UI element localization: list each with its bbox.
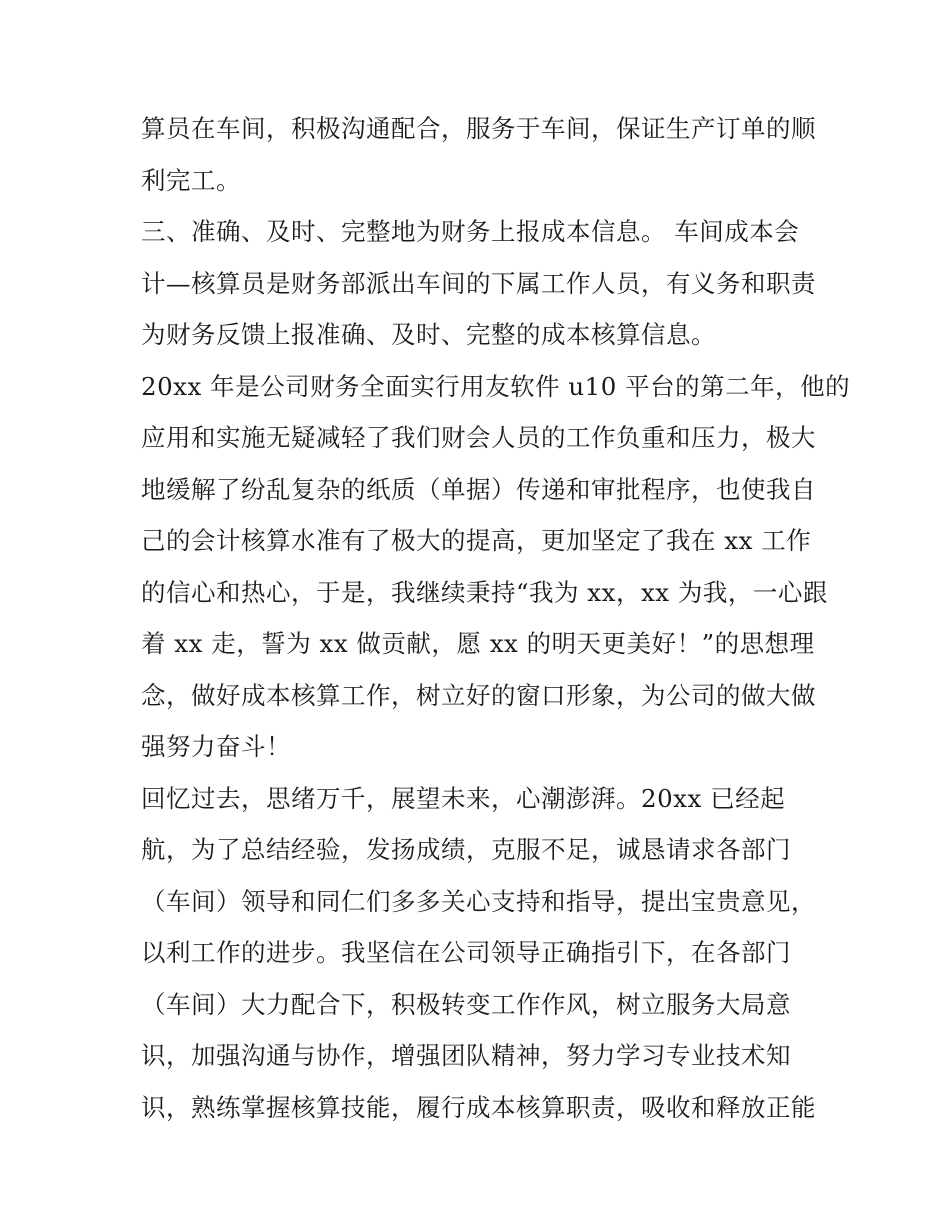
document-body	[141, 103, 851, 1133]
text-line: 应用和实施无疑减轻了我们财会人员的工作负重和压力，极大	[141, 423, 816, 452]
text-line: （车间）大力配合下，积极转变工作作风，树立服务大局意	[141, 989, 791, 1019]
text-line: 识，加强沟通与协作，增强团队精神，努力学习专业技术知	[141, 1041, 791, 1070]
text-line: 航，为了总结经验，发扬成绩，克服不足，诚恳请求各部门	[141, 835, 791, 864]
text-line: 为财务反馈上报准确、及时、完整的成本核算信息。	[141, 320, 716, 349]
text-line: 地缓解了纷乱复杂的纸质（单据）传递和审批程序，也使我自	[141, 474, 816, 504]
text-line: 的信心和热心，于是，我继续秉持“我为 xx，xx 为我，一心跟	[141, 577, 828, 607]
text-line: 算员在车间，积极沟通配合，服务于车间，保证生产订单的顺	[141, 114, 816, 143]
text-line: 三、准确、及时、完整地为财务上报成本信息。 车间成本会	[141, 217, 800, 246]
text-line: 念，做好成本核算工作，树立好的窗口形象，为公司的做大做	[141, 680, 816, 710]
text-line: 强努力奋斗！	[141, 732, 291, 761]
text-line: （车间）领导和同仁们多多关心支持和指导，提出宝贵意见，	[141, 886, 816, 916]
text-line: 识，熟练掌握核算技能，履行成本核算职责，吸收和释放正能	[141, 1092, 816, 1122]
text-line: 20xx 年是公司财务全面实行用友软件 u10 平台的第二年，他的	[141, 371, 851, 401]
text-line: 己的会计核算水准有了极大的提高，更加坚定了我在 xx 工作	[141, 526, 812, 555]
text-line: 计—核算员是财务部派出车间的下属工作人员，有义务和职责	[141, 268, 816, 298]
text-line: 着 xx 走，誓为 xx 做贡献，愿 xx 的明天更美好！”的思想理	[141, 629, 815, 658]
text-line: 利完工。	[141, 165, 241, 195]
text-line: 以利工作的进步。我坚信在公司领导正确指引下，在各部门	[141, 938, 791, 967]
text-line: 回忆过去，思绪万千，展望未来，心潮澎湃。20xx 已经起	[141, 783, 786, 813]
